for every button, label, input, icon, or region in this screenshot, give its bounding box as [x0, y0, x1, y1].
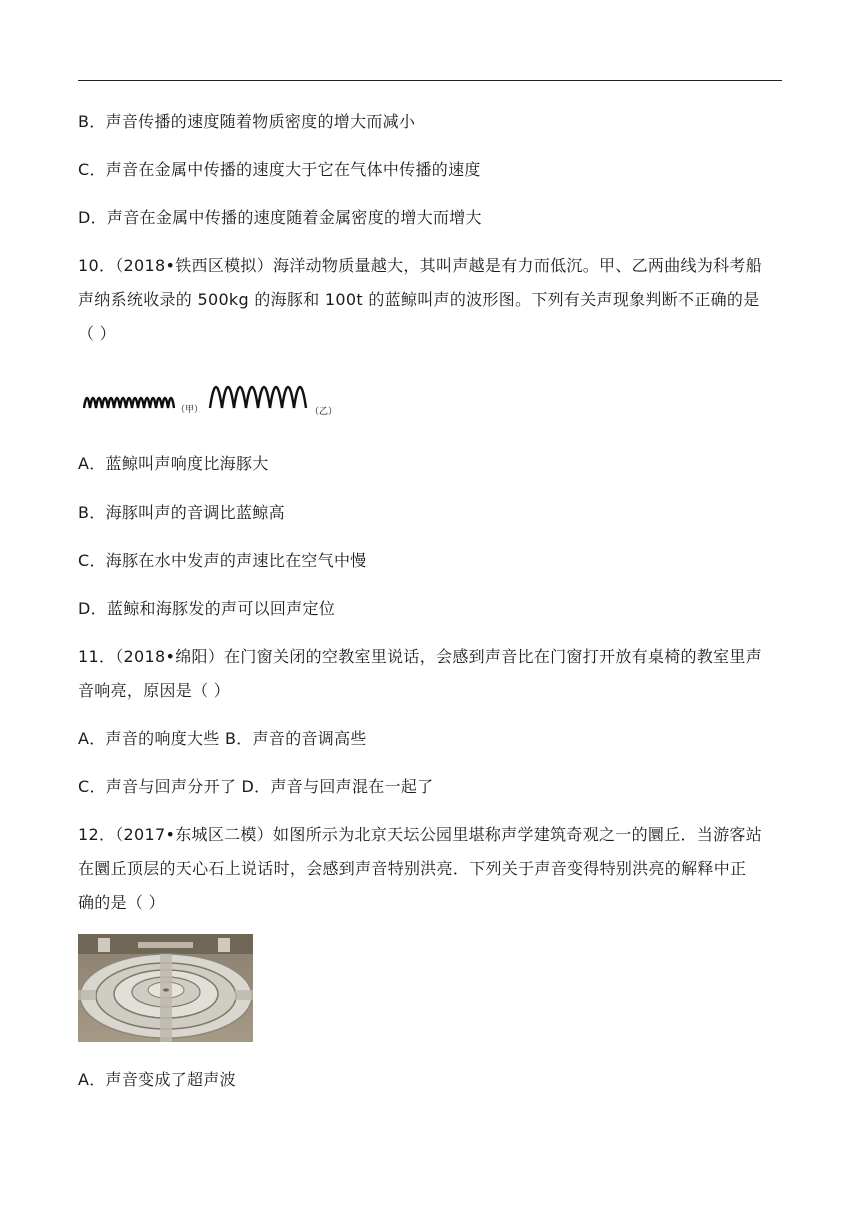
question-10-line-1: 10．（2018•铁西区模拟）海洋动物质量越大，其叫声越是有力而低沉。甲、乙两曲线为科考船	[78, 256, 763, 275]
question-12-line-1: 12．（2017•东城区二模）如图所示为北京天坛公园里堪称声学建筑奇观之一的圜丘．当游客站	[78, 825, 763, 844]
question-10-line-2: 声纳系统收录的 500kg 的海豚和 100t 的蓝鲸叫声的波形图。下列有关声现象判断不正确的是	[78, 290, 760, 309]
question-10-option-c: C．海豚在水中发声的声速比在空气中慢	[78, 551, 367, 570]
question-10-option-a: A．蓝鲸叫声响度比海豚大	[78, 454, 269, 473]
label-yi: （乙）	[310, 407, 338, 417]
question-12-option-a: A．声音变成了超声波	[78, 1070, 236, 1089]
question-11-options-cd: C．声音与回声分开了 D．声音与回声混在一起了	[78, 777, 434, 796]
option-d-speed: D．声音在金属中传播的速度随着金属密度的增大而增大	[78, 208, 482, 227]
question-10-option-b: B．海豚叫声的音调比蓝鲸高	[78, 503, 285, 522]
question-11-line-2: 音响亮，原因是（ ）	[78, 681, 231, 700]
label-jia: （甲）	[176, 405, 204, 415]
question-11-line-1: 11．（2018•绵阳）在门窗关闭的空教室里说话，会感到声音比在门窗打开放有桌椅的教室里声	[78, 647, 763, 666]
question-10-option-d: D．蓝鲸和海豚发的声可以回声定位	[78, 599, 336, 618]
question-11-options-ab: A．声音的响度大些 B．声音的音调高些	[78, 729, 367, 748]
option-b-speed: B．声音传播的速度随着物质密度的增大而减小	[78, 112, 416, 131]
waveform-figure	[82, 372, 342, 420]
question-10-line-3: （ ）	[78, 324, 116, 343]
header-rule	[78, 80, 782, 81]
waveform-yi	[210, 387, 306, 408]
question-12-line-3: 确的是（ ）	[78, 893, 165, 912]
waveform-jia	[84, 398, 174, 408]
question-12-line-2: 在圜丘顶层的天心石上说话时，会感到声音特别洪亮．下列关于声音变得特别洪亮的解释中正	[78, 859, 747, 878]
option-c-speed: C．声音在金属中传播的速度大于它在气体中传播的速度	[78, 160, 481, 179]
circular-mound-altar-photo	[78, 934, 253, 1042]
